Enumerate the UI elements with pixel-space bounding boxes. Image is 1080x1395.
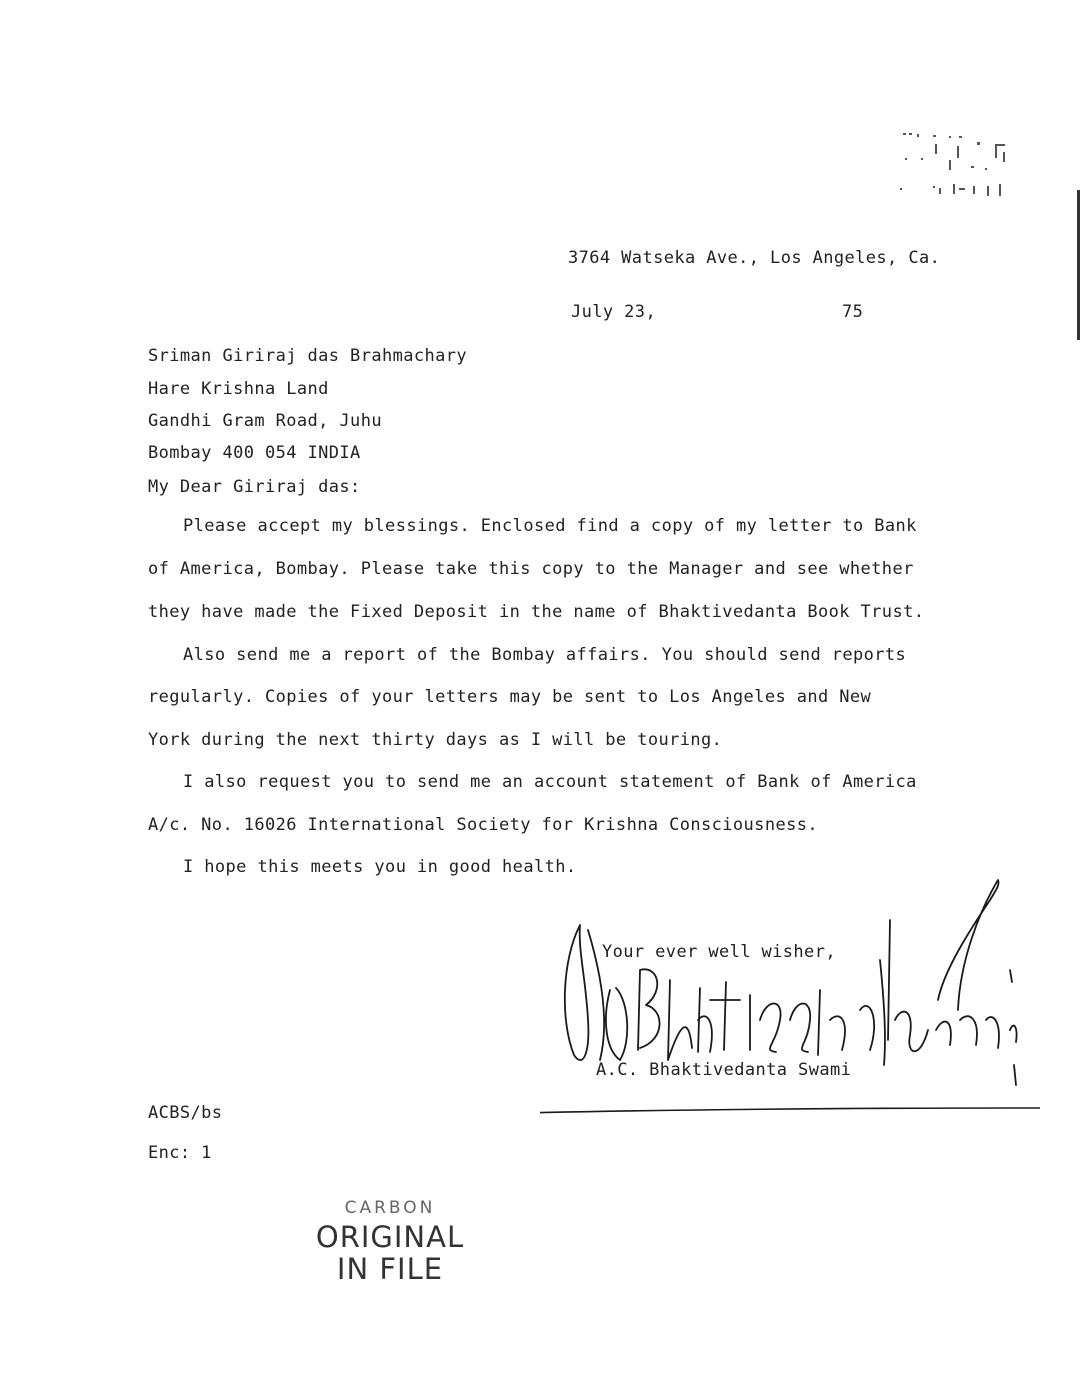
handwritten-signature [540, 870, 1040, 1120]
body-line: regularly. Copies of your letters may be sent to Los Angeles and New [148, 687, 872, 707]
body-line: York during the next thirty days as I will be touring. [148, 730, 723, 750]
reference-initials: ACBS/bs [148, 1103, 223, 1123]
body-line: Please accept my blessings. Enclosed find a copy of my letter to Bank [183, 516, 917, 536]
salutation: My Dear Giriraj das: [148, 477, 361, 497]
recipient-name: Sriman Giriraj das Brahmachary [148, 346, 468, 366]
signer-name: A.C. Bhaktivedanta Swami [596, 1060, 852, 1080]
sender-address: 3764 Watseka Ave., Los Angeles, Ca. [568, 248, 941, 268]
enclosure-note: Enc: 1 [148, 1143, 212, 1163]
recipient-address-line: Gandhi Gram Road, Juhu [148, 411, 382, 431]
body-line: I also request you to send me an account statement of Bank of America [183, 772, 917, 792]
letter-year: 75 [842, 302, 864, 322]
corner-stamp-mark [895, 128, 1015, 203]
body-line: I hope this meets you in good health. [183, 857, 577, 877]
recipient-address-line: Hare Krishna Land [148, 379, 329, 399]
closing-line: Your ever well wisher, [602, 942, 836, 962]
stamp-line: ORIGINAL [315, 1220, 465, 1254]
body-line: they have made the Fixed Deposit in the name of Bhaktivedanta Book Trust. [148, 602, 925, 622]
recipient-address-line: Bombay 400 054 INDIA [148, 443, 361, 463]
letter-date: July 23, [571, 302, 657, 322]
stamp-line: CARBON [344, 1198, 436, 1218]
body-line: of America, Bombay. Please take this copy to the Manager and see whether [148, 559, 914, 579]
body-line: A/c. No. 16026 International Society for Krishna Consciousness. [148, 815, 818, 835]
carbon-original-stamp [300, 1198, 480, 1286]
stamp-line: IN FILE [336, 1252, 444, 1286]
body-line: Also send me a report of the Bombay affairs. You should send reports [183, 645, 907, 665]
